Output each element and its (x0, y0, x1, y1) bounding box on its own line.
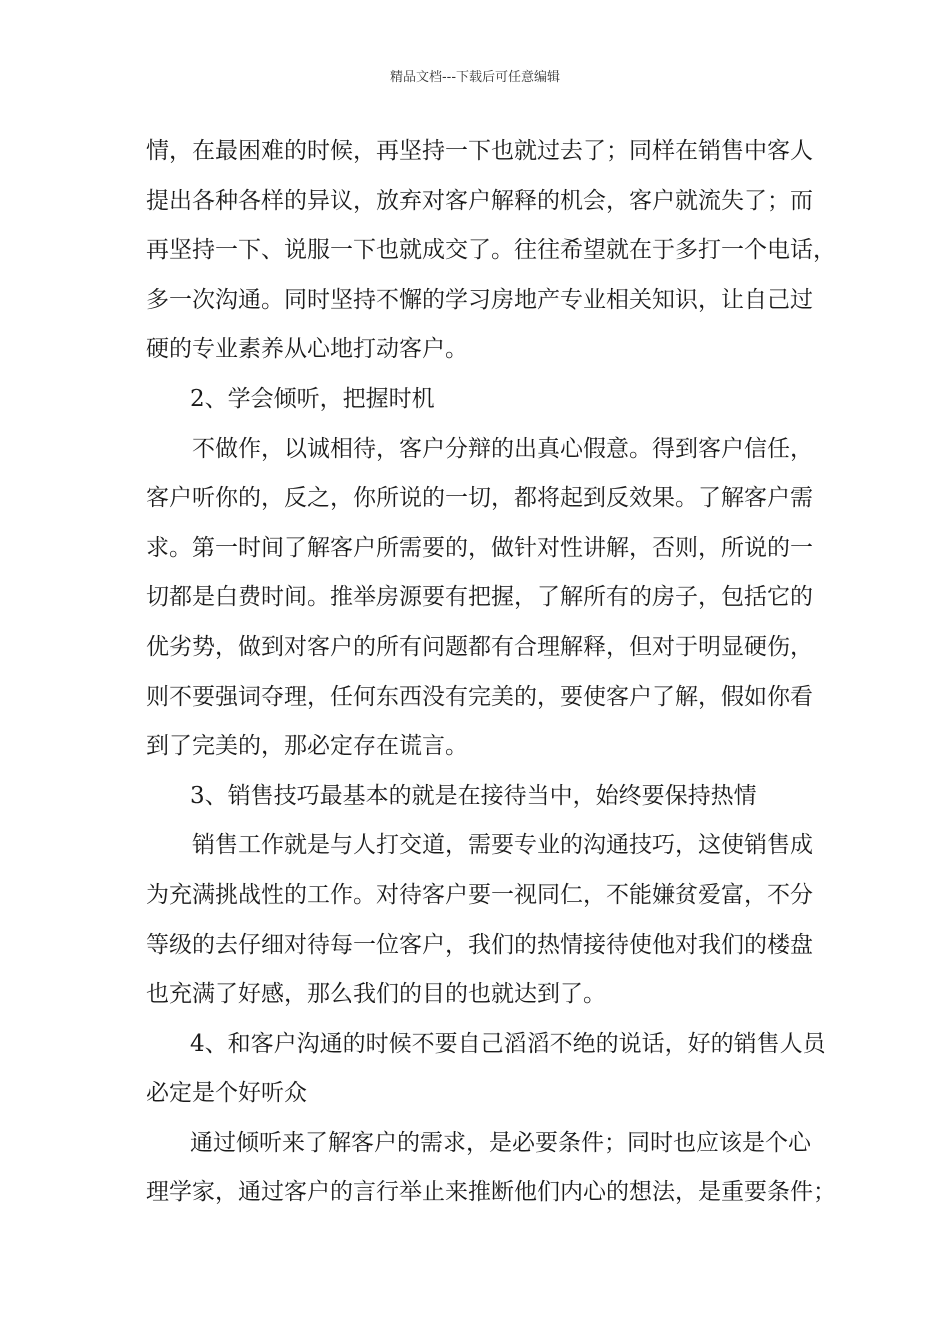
text-line: 则不要强词夺理，任何东西没有完美的，要使客户了解，假如你看 (146, 683, 813, 710)
section-heading: 4、和客户沟通的时候不要自己滔滔不绝的说话，好的销售人员 (190, 1030, 826, 1057)
text-line: 为充满挑战性的工作。对待客户要一视同仁，不能嫌贫爱富，不分 (146, 881, 813, 908)
text-line: 切都是白费时间。推举房源要有把握，了解所有的房子，包括它的 (146, 584, 813, 611)
text-line: 情，在最困难的时候，再坚持一下也就过去了；同样在销售中客人 (146, 138, 813, 164)
text-line: 必定是个好听众 (146, 1080, 307, 1107)
text-line: 客户听你的，反之，你所说的一切，都将起到反效果。了解客户需 (146, 485, 813, 512)
document-body (146, 127, 836, 1218)
text-line: 再坚持一下、说服一下也就成交了。往往希望就在于多打一个电话， (146, 237, 836, 264)
text-line: 不做作，以诚相待，客户分辩的出真心假意。得到客户信任， (192, 435, 813, 462)
section-heading: 2、学会倾听，把握时机 (190, 385, 435, 412)
section-heading: 3、销售技巧最基本的就是在接待当中，始终要保持热情 (190, 782, 757, 809)
text-line: 求。第一时间了解客户所需要的，做针对性讲解，否则，所说的一 (146, 534, 813, 561)
text-line: 通过倾听来了解客户的需求，是必要条件；同时也应该是个心 (190, 1129, 811, 1156)
page-header: 精品文档---下载后可任意编辑 (389, 70, 561, 85)
text-line: 硬的专业素养从心地打动客户。 (146, 336, 468, 363)
text-line: 也充满了好感，那么我们的目的也就达到了。 (146, 981, 606, 1008)
text-line: 理学家，通过客户的言行举止来推断他们内心的想法，是重要条件； (146, 1179, 836, 1206)
text-line: 到了完美的，那必定存在谎言。 (146, 733, 468, 760)
text-line: 销售工作就是与人打交道，需要专业的沟通技巧，这使销售成 (192, 832, 813, 859)
text-line: 等级的去仔细对待每一位客户，我们的热情接待使他对我们的楼盘 (146, 931, 813, 958)
text-line: 提出各种各样的异议，放弃对客户解释的机会，客户就流失了；而 (146, 187, 813, 214)
text-line: 优劣势，做到对客户的所有问题都有合理解释，但对于明显硬伤， (146, 633, 813, 660)
text-line: 多一次沟通。同时坚持不懈的学习房地产专业相关知识，让自己过 (146, 286, 813, 313)
